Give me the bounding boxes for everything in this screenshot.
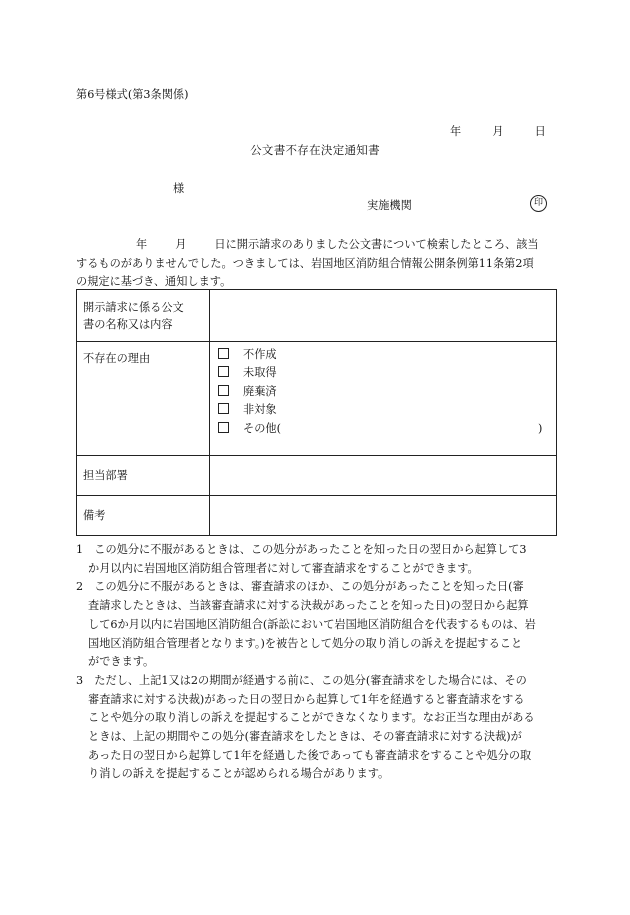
other-close-paren: ) [538, 421, 543, 435]
remarks-field[interactable] [210, 496, 557, 536]
checkbox-icon[interactable] [218, 403, 229, 414]
note-1-line-1: 1 この処分に不服があるときは、この処分があったことを知った日の翌日から起算して3 [76, 543, 527, 556]
note-3-line-6: り消しの訴えを提起することが認められる場合があります。 [88, 767, 390, 781]
body-line-1-rest: 日に開示請求のありました公文書について検索したところ、該当 [214, 238, 539, 251]
table-row-remarks [77, 496, 557, 536]
notice-body [76, 236, 556, 292]
table-row-reason [77, 342, 557, 456]
reason-option-discarded[interactable]: 廃棄済 [218, 383, 556, 401]
reason-option-other[interactable]: その他( ) [218, 420, 556, 438]
document-title: 公文書不存在決定通知書 [250, 143, 380, 157]
reason-option-not-obtained[interactable]: 未取得 [218, 364, 556, 382]
seal-mark: 印 [530, 195, 547, 212]
appeal-notes [76, 541, 558, 784]
form-table [76, 289, 557, 536]
request-content-field[interactable] [210, 290, 557, 342]
body-line-3: の規定に基づき、通知します。 [76, 275, 232, 289]
note-2-line-4: 国地区消防組合管理者となります。)を被告として処分の取り消しの訴えを提起すること [88, 636, 523, 650]
date-line [450, 123, 546, 139]
checkbox-icon[interactable] [218, 422, 229, 433]
issuer-label: 実施機関 [367, 199, 412, 212]
note-3-line-4: ときは、上記の期間やこの処分(審査請求をしたときは、その審査請求に対する決裁)が [88, 730, 522, 744]
checkbox-icon[interactable] [218, 385, 229, 396]
note-3-line-2: 審査請求に対する決裁)があった日の翌日から起算して1年を経過すると審査請求をする [88, 692, 525, 706]
checkbox-icon[interactable] [218, 348, 229, 359]
note-2-line-2: 査請求したときは、当該審査請求に対する決裁があったことを知った日)の翌日から起算 [88, 599, 529, 613]
remarks-label: 備考 [77, 496, 210, 536]
addressee-suffix: 様 [173, 182, 185, 195]
form-number: 第6号様式(第3条関係) [76, 88, 189, 101]
date-month: 月 [492, 125, 504, 138]
date-year: 年 [450, 125, 462, 138]
reason-option-not-applicable[interactable]: 非対象 [218, 401, 556, 419]
reason-option-not-created[interactable]: 不作成 [218, 346, 556, 364]
note-2-line-1: 2 この処分に不服があるときは、審査請求のほか、この処分があったことを知った日(審 [76, 580, 524, 594]
date-day: 日 [534, 125, 546, 138]
note-1-line-2: か月以内に岩国地区消防組合管理者に対して審査請求をすることができます。 [88, 561, 479, 575]
department-label: 担当部署 [77, 456, 210, 496]
request-content-label: 開示請求に係る公文 書の名称又は内容 [77, 290, 210, 342]
body-year: 年 [136, 238, 148, 251]
note-3-line-1: 3 ただし、上記1又は2の期間が経過する前に、この処分(審査請求をした場合には、その [76, 673, 527, 687]
reason-label: 不存在の理由 [77, 342, 210, 456]
note-3-line-3: ことや処分の取り消しの訴えを提起することができなくなります。なお正当な理由がある [88, 711, 535, 725]
department-field[interactable] [210, 456, 557, 496]
table-row-department [77, 456, 557, 496]
checkbox-icon[interactable] [218, 366, 229, 377]
reason-options [210, 342, 557, 456]
body-month: 月 [175, 238, 187, 251]
table-row-request-content [77, 290, 557, 342]
note-2-line-3: して6か月以内に岩国地区消防組合(訴訟において岩国地区消防組合を代表するものは、岩 [88, 617, 536, 631]
body-line-2: するものがありませんでした。つきましては、岩国地区消防組合情報公開条例第11条第2項 [76, 256, 534, 270]
note-2-line-5: ができます。 [88, 655, 155, 669]
body-line-1 [76, 236, 556, 255]
note-3-line-5: あった日の翌日から起算して1年を経過した後であっても審査請求をすることや処分の取 [88, 748, 532, 762]
